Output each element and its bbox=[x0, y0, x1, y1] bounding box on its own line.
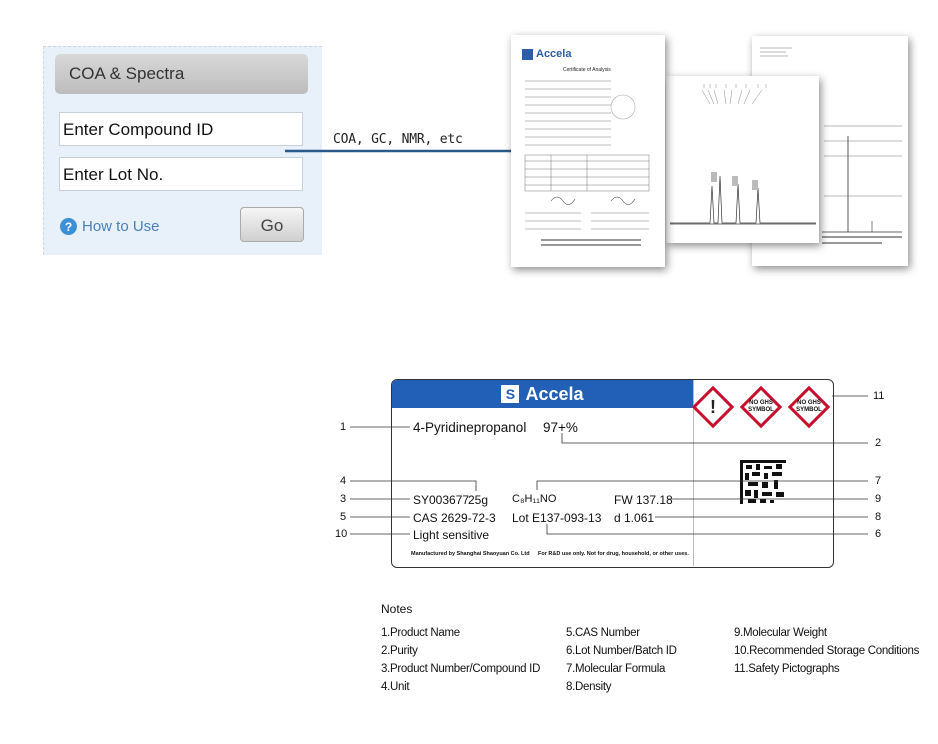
note-item: 7.Molecular Formula bbox=[566, 663, 666, 675]
lot-number-input[interactable]: Enter Lot No. bbox=[59, 157, 303, 191]
note-item: 4.Unit bbox=[381, 681, 410, 693]
callout-11: 11 bbox=[873, 390, 885, 402]
callout-10: 10 bbox=[335, 528, 348, 540]
no-ghs-symbol-icon: NO GHS SYMBOL bbox=[788, 386, 830, 428]
note-item: 5.CAS Number bbox=[566, 627, 640, 639]
note-item: 8.Density bbox=[566, 681, 612, 693]
label-footer-disclaimer: For R&D use only. Not for drug, household, or other uses. bbox=[538, 551, 689, 557]
callout-1: 1 bbox=[340, 421, 347, 433]
lot-number: Lot E137-093-13 bbox=[512, 511, 602, 525]
callout-7: 7 bbox=[875, 475, 882, 487]
callout-9: 9 bbox=[875, 493, 882, 505]
note-item: 9.Molecular Weight bbox=[734, 627, 827, 639]
unit: 25g bbox=[468, 493, 489, 507]
purity: 97+% bbox=[543, 420, 578, 435]
density: d 1.061 bbox=[614, 511, 655, 525]
note-item: 3.Product Number/Compound ID bbox=[381, 663, 541, 675]
arrow-label: COA, GC, NMR, etc bbox=[333, 132, 463, 147]
no-ghs-symbol-icon: NO GHS SYMBOL bbox=[740, 386, 782, 428]
formula-weight: FW 137.18 bbox=[614, 493, 673, 507]
callout-2: 2 bbox=[875, 437, 882, 449]
go-button[interactable]: Go bbox=[240, 207, 304, 242]
help-icon: ? bbox=[60, 218, 77, 235]
product-name: 4-Pyridinepropanol bbox=[413, 420, 527, 435]
note-item: 1.Product Name bbox=[381, 627, 460, 639]
coa-panel-title: COA & Spectra bbox=[55, 54, 308, 94]
callout-8: 8 bbox=[875, 511, 882, 523]
note-item: 2.Purity bbox=[381, 645, 418, 657]
accela-logo-icon: S bbox=[501, 385, 519, 403]
label-brand: S Accela bbox=[392, 380, 693, 408]
note-item: 6.Lot Number/Batch ID bbox=[566, 645, 677, 657]
note-item: 11.Safety Pictographs bbox=[734, 663, 840, 675]
callout-6: 6 bbox=[875, 528, 882, 540]
callout-3: 3 bbox=[340, 493, 347, 505]
storage-condition: Light sensitive bbox=[413, 528, 490, 542]
doc-brand: Accela bbox=[522, 48, 571, 60]
molecular-formula: C₈H₁₁NO bbox=[512, 493, 557, 505]
note-item: 10.Recommended Storage Conditions bbox=[734, 645, 920, 657]
how-to-use-label: How to Use bbox=[82, 218, 160, 235]
doc-title: Certificate of Analysis bbox=[563, 67, 611, 73]
callout-5: 5 bbox=[340, 511, 347, 523]
exclamation-hazard-icon: ! bbox=[692, 386, 734, 428]
label-footer-manufacturer: Manufactured by Shanghai Shaoyuan Co. Ltd bbox=[411, 551, 530, 557]
compound-id-input[interactable]: Enter Compound ID bbox=[59, 112, 303, 146]
notes-title: Notes bbox=[381, 602, 413, 616]
product-number: SY003677 bbox=[413, 493, 470, 507]
cas-number: CAS 2629-72-3 bbox=[413, 511, 496, 525]
callout-4: 4 bbox=[340, 475, 347, 487]
